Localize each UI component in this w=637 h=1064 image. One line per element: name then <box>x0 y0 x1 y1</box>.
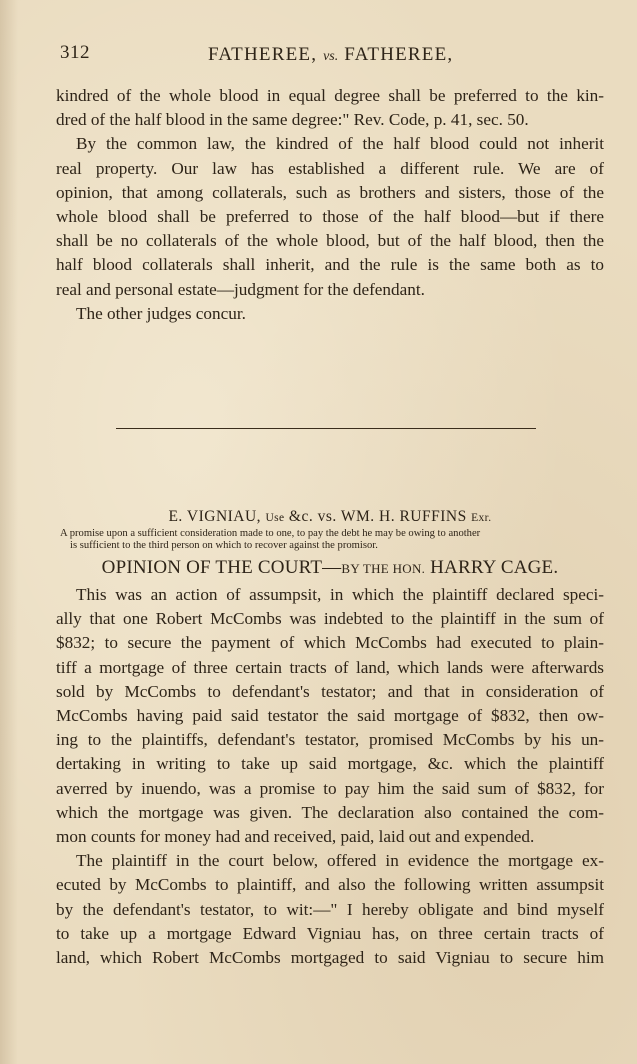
text-line: The plaintiff in the court below, offered in evidence the mortgage ex- <box>76 851 604 871</box>
opinion-heading-name: HARRY CAGE. <box>425 557 559 578</box>
running-head-right: FATHEREE, <box>344 44 454 65</box>
text-line: sold by McCombs to defendant's testator; and that in consideration of <box>56 681 604 701</box>
text-line: mon counts for money had and received, paid, laid out and expended. <box>56 827 535 847</box>
headnote-line: is sufficient to the third person on which to recover against the promisor. <box>70 539 378 551</box>
text-line: $832; to secure the payment of which McCombs had executed to plain- <box>56 633 604 653</box>
opinion-heading <box>56 557 604 579</box>
text-line: shall be no collaterals of the whole blood, but of the half blood, then the <box>56 231 604 251</box>
case-title <box>56 508 604 526</box>
section-divider <box>116 428 536 429</box>
text-line: to take up a mortgage Edward Vigniau has, on three certain tracts of <box>56 923 604 943</box>
text-line: The other judges concur. <box>76 303 246 323</box>
text-line: dred of the half blood in the same degree:" Rev. Code, p. 41, sec. 50. <box>56 110 529 130</box>
running-head-vs: vs. <box>323 49 339 64</box>
text-line: by the defendant's testator, to wit:—" I hereby obligate and bind myself <box>56 899 604 919</box>
text-line: By the common law, the kindred of the half blood could not inherit <box>76 134 604 154</box>
case-title-use: Use <box>265 512 285 524</box>
text-line: ally that one Robert McCombs was indebted to the plaintiff in the sum of <box>56 609 604 629</box>
text-line: McCombs having paid said testator the said mortgage of $832, then ow- <box>56 706 604 726</box>
headnote-line: A promise upon a sufficient consideration made to one, to pay the debt he may be owing to another <box>60 528 481 539</box>
running-head-left: FATHEREE, <box>208 44 318 65</box>
first-case-text <box>56 84 604 326</box>
text-line: averred by inuendo, was a promise to pay him the said sum of $832, for <box>56 778 604 798</box>
text-line: dertaking in writing to take up said mortgage, &c. which the plaintiff <box>56 754 604 774</box>
opinion-heading-main: OPINION OF THE COURT— <box>101 557 342 578</box>
case-title-main: E. VIGNIAU, <box>168 508 266 525</box>
text-line: which the mortgage was given. The declaration also contained the com- <box>56 802 604 822</box>
text-line: half blood collaterals shall inherit, and the rule is the same both as to <box>56 255 604 275</box>
page-number: 312 <box>60 42 90 63</box>
text-line: kindred of the whole blood in equal degree shall be preferred to the kin- <box>56 86 604 105</box>
text-line: land, which Robert McCombs mortgaged to said Vigniau to secure him <box>56 948 604 968</box>
case-headnote <box>60 528 600 551</box>
text-line: opinion, that among collaterals, such as brothers and sisters, those of the <box>56 182 604 202</box>
running-head <box>208 44 453 66</box>
text-line: real property. Our law has established a different rule. We are of <box>56 158 604 178</box>
text-line: This was an action of assumpsit, in which the plaintiff declared speci- <box>76 585 604 604</box>
page-header <box>60 42 607 70</box>
text-line: real and personal estate—judgment for the defendant. <box>56 279 425 299</box>
case-title-mid: &c. vs. WM. H. RUFFINS <box>284 508 472 525</box>
text-line: ecuted by McCombs to plaintiff, and also the following written assumpsit <box>56 875 604 895</box>
case-title-exr: Exr. <box>471 512 492 524</box>
text-line: tiff a mortgage of three certain tracts of land, which lands were afterwards <box>56 657 604 677</box>
text-line: whole blood shall be preferred to those of the half blood—but if there <box>56 207 604 227</box>
text-line: ing to the plaintiffs, defendant's testator, promised McCombs by his un- <box>56 730 604 750</box>
second-case-text <box>56 583 604 970</box>
opinion-heading-by: BY THE HON. <box>341 561 426 576</box>
